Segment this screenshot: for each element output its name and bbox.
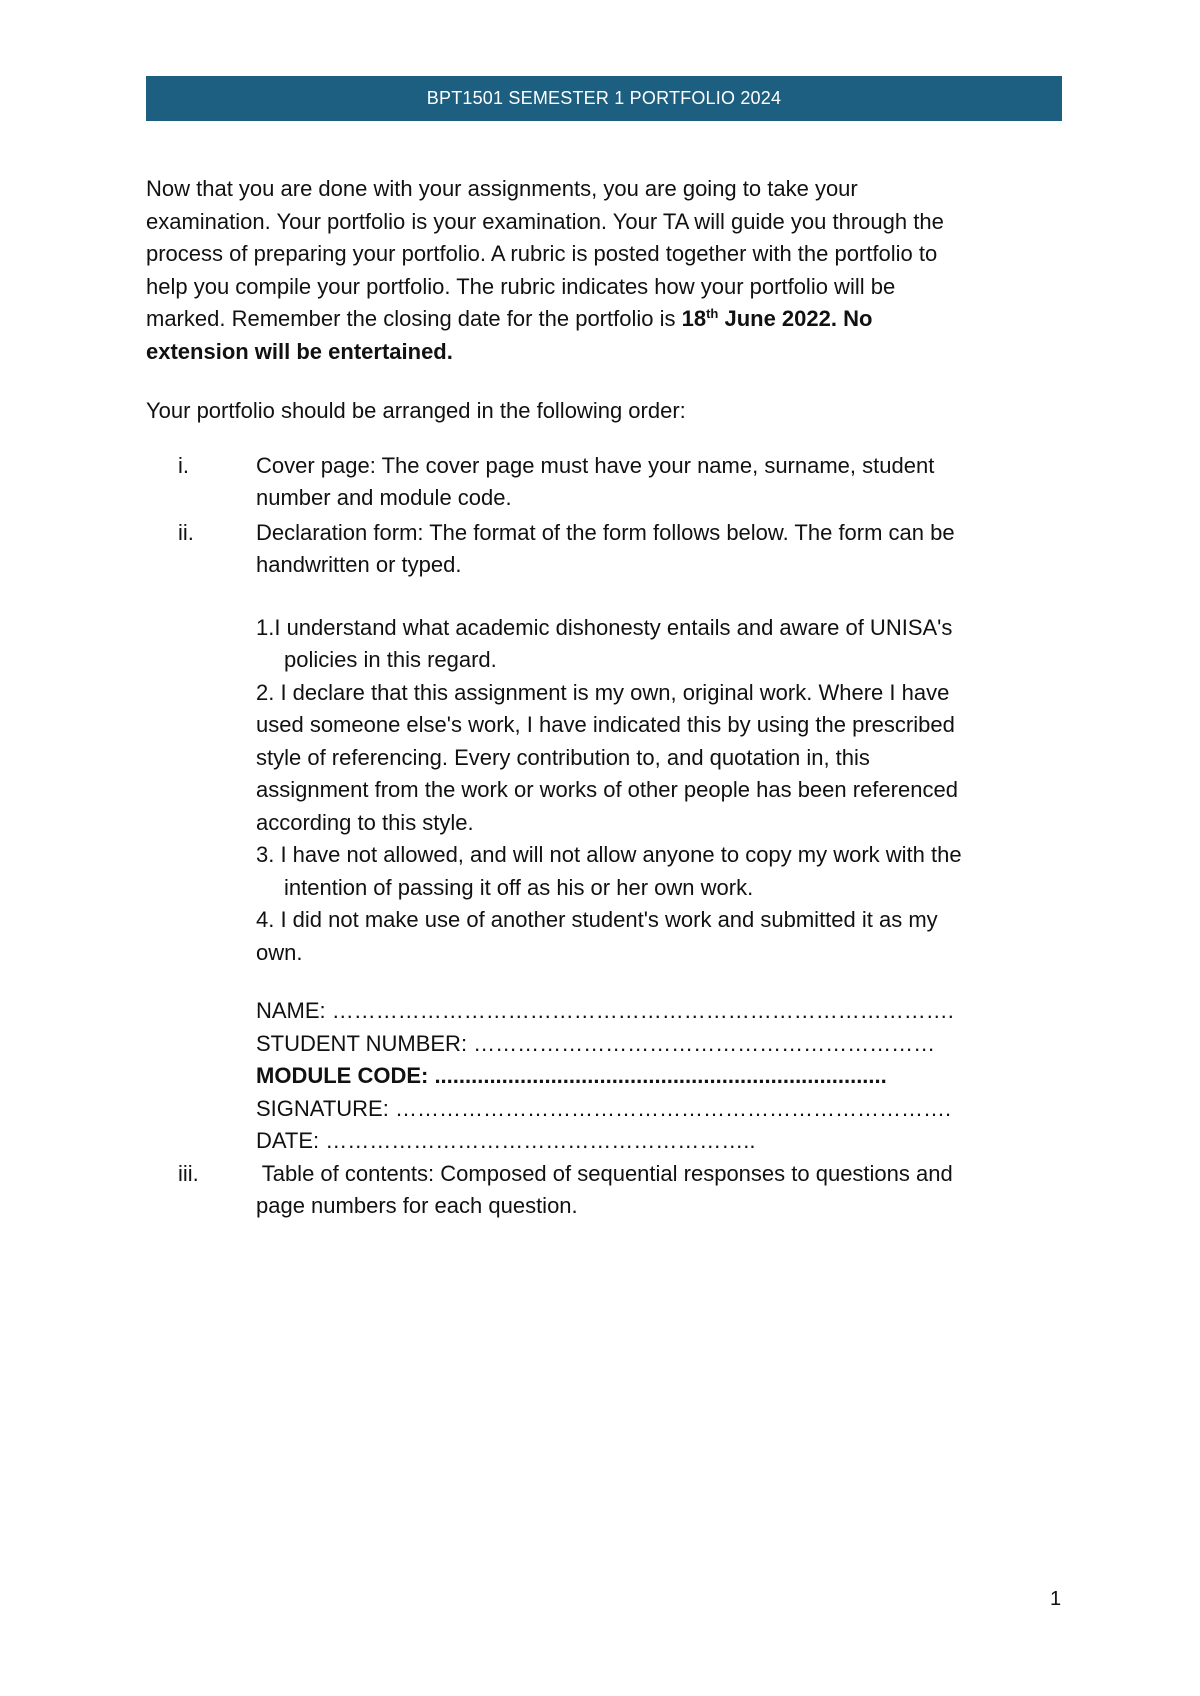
intro-line: help you compile your portfolio. The rubric indicates how your portfolio will be	[146, 273, 896, 299]
list-item-text	[256, 517, 1046, 582]
intro-paragraph	[146, 173, 1046, 368]
deadline-month-year: June 2022. No	[718, 306, 873, 331]
intro-line-deadline	[146, 303, 1046, 336]
list-item-line: Declaration form: The format of the form follows below. The form can be	[256, 519, 955, 545]
portfolio-order-list	[146, 450, 1046, 582]
module-code-field: MODULE CODE: ..........................................................................	[256, 1063, 887, 1088]
signature-field: SIGNATURE: ………………………………………………………………….	[256, 1095, 952, 1121]
page-number: 1	[1050, 1588, 1062, 1610]
list-item-line: number and module code.	[256, 485, 512, 510]
intro-line: process of preparing your portfolio. A rubric is posted together with the portfolio to	[146, 241, 938, 266]
list-item-line: Table of contents: Composed of sequential responses to questions and	[256, 1160, 953, 1186]
list-item	[146, 1158, 1046, 1223]
list-item-number: iii.	[178, 1160, 199, 1186]
list-item-text	[256, 1158, 1046, 1223]
list-item	[146, 450, 1046, 515]
declaration-line: intention of passing it off as his or her own work.	[284, 874, 754, 900]
declaration-line: used someone else's work, I have indicated this by using the prescribed	[256, 712, 955, 737]
page-content	[146, 173, 1046, 1223]
declaration-item	[256, 677, 1046, 840]
list-item-number: ii.	[178, 519, 194, 545]
list-item-number: i.	[178, 452, 189, 478]
declaration-line: style of referencing. Every contribution to, and quotation in, this	[256, 744, 870, 770]
name-field: NAME: ………………………………………………………………………….	[256, 998, 954, 1023]
document-header-bar	[146, 76, 1062, 121]
declaration-line: policies in this regard.	[284, 647, 497, 672]
deadline-day-suffix: th	[706, 306, 719, 321]
portfolio-order-list-continued	[146, 1158, 1046, 1223]
student-number-field: STUDENT NUMBER: ………………………………………………………	[256, 1030, 936, 1056]
list-item-line: handwritten or typed.	[256, 552, 462, 577]
intro-line: examination. Your portfolio is your examination. Your TA will guide you through the	[146, 208, 944, 234]
declaration-line: 3. I have not allowed, and will not allow anyone to copy my work with the	[256, 842, 962, 867]
list-item-text	[256, 450, 1046, 515]
order-intro: Your portfolio should be arranged in the following order:	[146, 398, 686, 423]
declaration-item	[256, 904, 1046, 969]
declaration-form	[256, 612, 1046, 970]
list-item	[146, 517, 1046, 582]
declaration-fields	[256, 995, 1046, 1158]
declaration-line: own.	[256, 939, 303, 965]
declaration-line: according to this style.	[256, 809, 474, 835]
declaration-line: assignment from the work or works of other people has been referenced	[256, 777, 958, 802]
declaration-item	[256, 839, 1046, 904]
no-extension-notice: extension will be entertained.	[146, 338, 453, 364]
deadline-prefix: marked. Remember the closing date for the portfolio is	[146, 306, 682, 331]
declaration-line: 4. I did not make use of another student's work and submitted it as my	[256, 907, 938, 932]
declaration-item	[256, 612, 1046, 677]
document-header-title: BPT1501 SEMESTER 1 PORTFOLIO 2024	[426, 88, 782, 108]
declaration-line: 2. I declare that this assignment is my own, original work. Where I have	[256, 679, 950, 705]
declaration-line: 1.I understand what academic dishonesty entails and aware of UNISA's	[256, 614, 953, 640]
list-item-line: Cover page: The cover page must have your name, surname, student	[256, 452, 935, 478]
intro-line: Now that you are done with your assignments, you are going to take your	[146, 176, 858, 201]
deadline-day: 18	[681, 306, 707, 331]
date-field: DATE: …………………………………………………..	[256, 1128, 756, 1153]
list-item-line: page numbers for each question.	[256, 1193, 578, 1218]
